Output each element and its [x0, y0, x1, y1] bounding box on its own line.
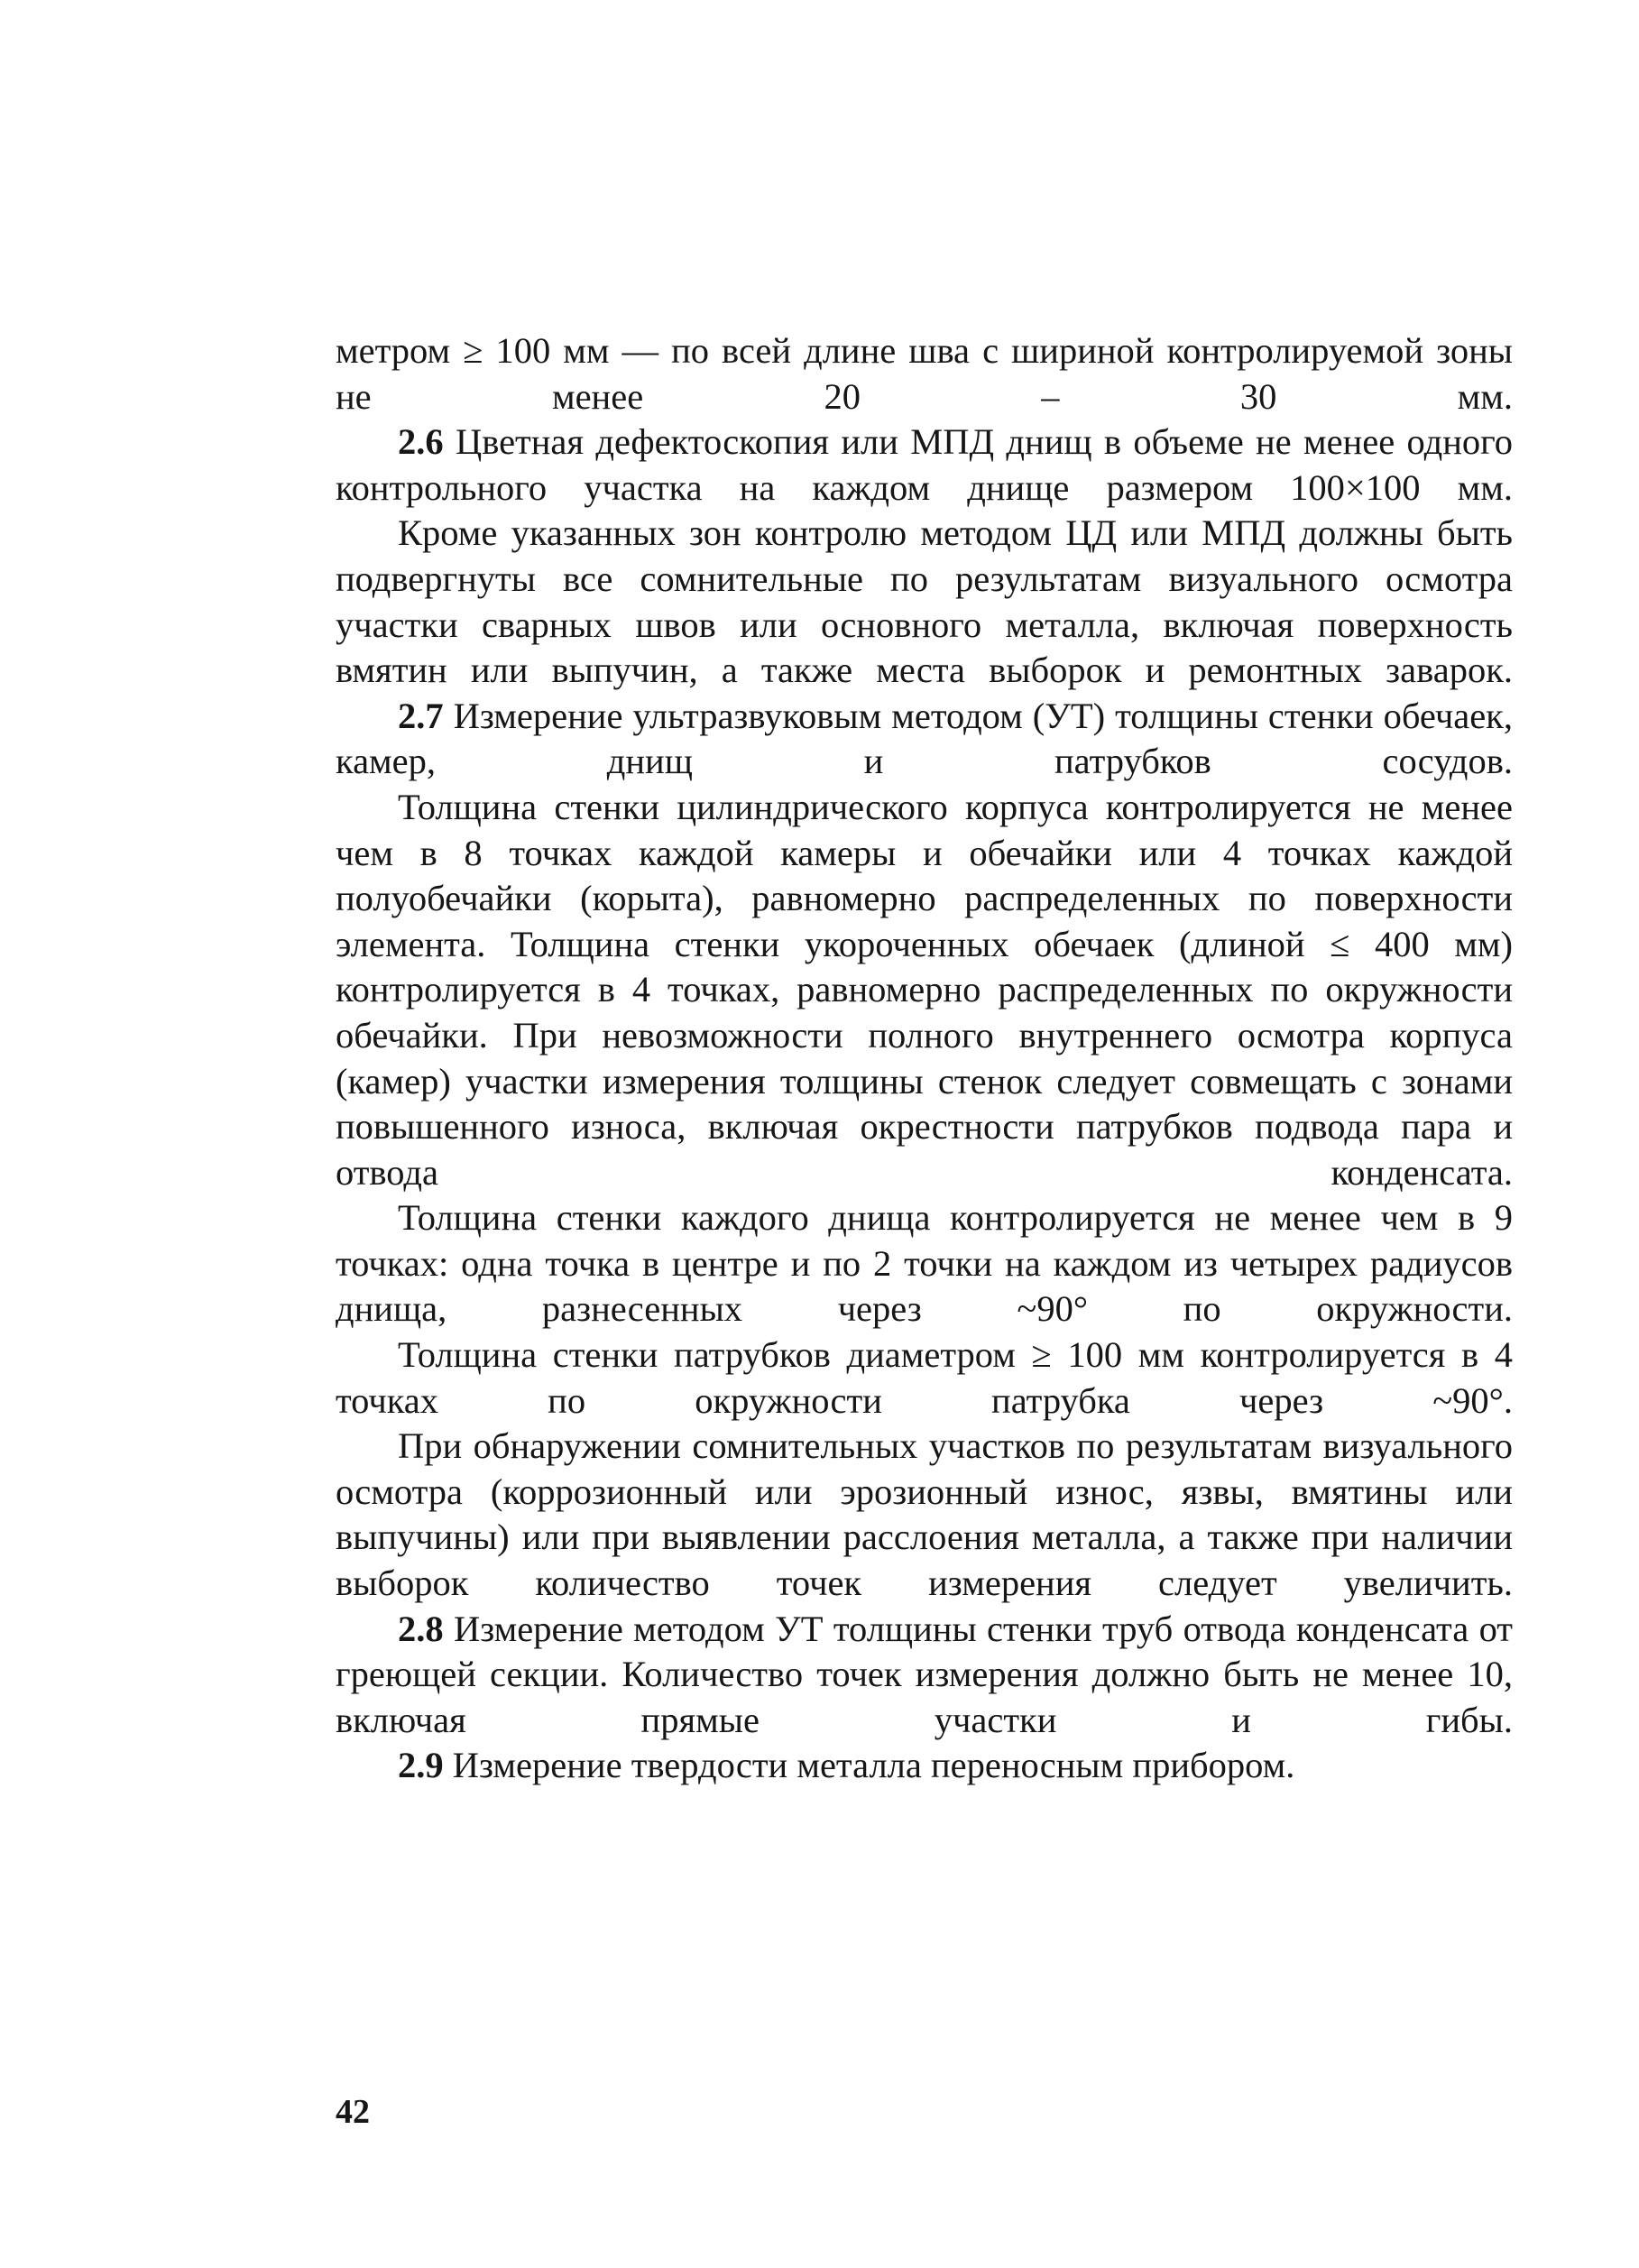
- page-body: [336, 328, 1513, 1789]
- paragraph-text: Измерение методом УТ толщины стенки труб отвода конденсата от греющей секции. Количество точек измерения должно быть не менее 10, включая прямые участки и гибы.: [336, 1608, 1513, 1740]
- paragraph-continuation: метром ≥ 100 мм — по всей длине шва с шириной контролируемой зоны не менее 20 – 30 мм.: [336, 330, 1513, 417]
- section-number: 2.6: [398, 421, 444, 463]
- paragraph-text: Цветная дефектоскопия или МПД днищ в объеме не менее одного контрольного участка на каждом днище размером 100×100 мм.: [336, 421, 1513, 508]
- section-number: 2.7: [398, 695, 444, 736]
- paragraph-2-7: [336, 694, 1513, 785]
- paragraph-nozzle-thickness: Толщина стенки патрубков диаметром ≥ 100 мм контролируется в 4 точках по окружности патрубка через ~90°.: [336, 1334, 1513, 1421]
- paragraph-text: Измерение ультразвуковым методом (УТ) толщины стенки обечаек, камер, днищ и патрубков сосудов.: [336, 695, 1513, 782]
- paragraph-cylinder-thickness: Толщина стенки цилиндрического корпуса контролируется не менее чем в 8 точках каждой камеры и обечайки или 4 точках каждой полуобечайки (корыта), равномерно распределенных по поверхности элемента. Толщина стенки укороченных обечаек (длиной ≤ 400 мм) контролируется в 4 точках, равномерно распределенных по окружности обечайки. При невозможности полного внутреннего осмотра корпуса (камер) участки измерения толщины стенок следует совмещать с зонами повышенного износа, включая окрестности патрубков подвода пара и отвода конденсата.: [336, 786, 1513, 1193]
- paragraph-text: Измерение твердости металла переносным прибором.: [443, 1745, 1295, 1786]
- page-number: 42: [336, 2093, 370, 2131]
- paragraph-2-6: [336, 419, 1513, 511]
- paragraph-2-9: [336, 1743, 1513, 1789]
- paragraph-2-8: [336, 1607, 1513, 1744]
- paragraph-head-thickness: Толщина стенки каждого днища контролируется не менее чем в 9 точках: одна точка в центре и по 2 точки на каждом из четырех радиусов днища, разнесенных через ~90° по окружности.: [336, 1197, 1513, 1330]
- section-number: 2.9: [398, 1745, 444, 1786]
- paragraph-cd-mpd-zones: Кроме указанных зон контролю методом ЦД или МПД должны быть подвергнуты все сомнительные по результатам визуального осмотра участки сварных швов или основного металла, включая поверхность вмятин или выпучин, а также места выборок и ремонтных заварок.: [336, 512, 1513, 691]
- section-number: 2.8: [398, 1608, 444, 1649]
- paragraph-doubtful-areas: При обнаружении сомнительных участков по результатам визуального осмотра (коррозионный или эрозионный износ, язвы, вмятины или выпучины) или при выявлении расслоения металла, а также при наличии выборок количество точек измерения следует увеличить.: [336, 1425, 1513, 1604]
